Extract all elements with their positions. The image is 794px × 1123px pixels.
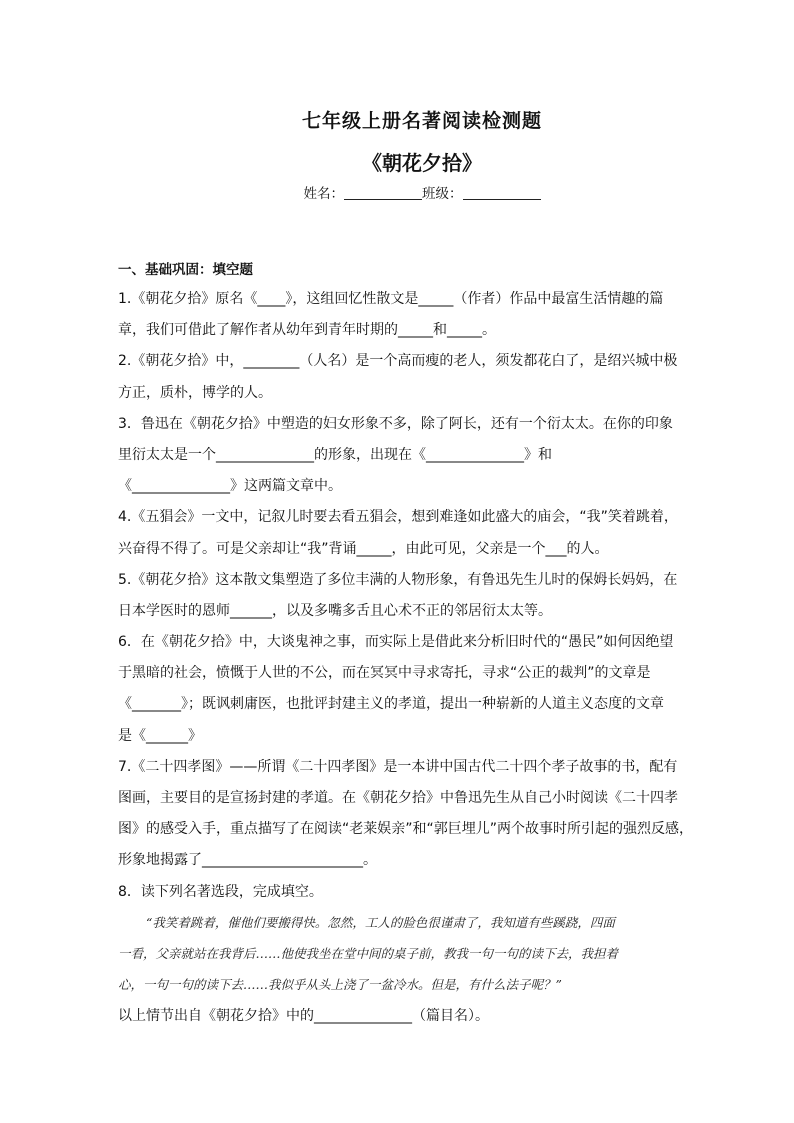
- class-field[interactable]: [463, 185, 541, 200]
- question-6-line-2: 于黑暗的社会，愤慨于人世的不公，而在冥冥中寻求寄托，寻求“公正的裁判”的文章是: [118, 665, 651, 682]
- question-7-line-4: 形象地揭露了_______________________。: [118, 852, 377, 869]
- page-title: 七年级上册名著阅读检测题: [301, 110, 542, 132]
- excerpt-line-3: 心，一句一句的读下去……我似乎从头上浇了一盆冷水。但是，有什么法子呢？”: [118, 977, 562, 993]
- section-heading: 一、基础巩固：填空题: [118, 262, 253, 278]
- question-5-line-1: 5.《朝花夕拾》这本散文集塑造了多位丰满的人物形象，有鲁迅先生儿时的保姆长妈妈，在: [118, 571, 678, 588]
- question-3-line-2: 里衍太太是一个______________的形象，出现在《______________》和: [118, 446, 552, 463]
- book-title: 《朝花夕拾》: [362, 151, 482, 175]
- class-label: 班级：: [422, 186, 463, 202]
- question-6-line-4: 是《______》: [118, 727, 202, 744]
- question-2-line-2: 方正，质朴，博学的人。: [118, 384, 272, 401]
- student-info-row: [0, 182, 794, 202]
- excerpt-line-1: “我笑着跳着，催他们要搬得快。忽然，工人的脸色很谨肃了，我知道有些蹊跷，四面: [146, 914, 615, 930]
- question-list: [118, 290, 694, 1039]
- question-6-line-1: 6．在《朝花夕拾》中，大谈鬼神之事，而实际上是借此来分析旧时代的“愚民”如何因绝望: [118, 634, 674, 651]
- question-8-line-1: 8．读下列名著选段，完成填空。: [118, 883, 323, 900]
- question-4-line-1: 4.《五猖会》一文中，记叙儿时要去看五猖会，想到难逢如此盛大的庙会，“我”笑着跳着，: [118, 509, 678, 526]
- question-3-line-3: 《______________》这两篇文章中。: [118, 478, 342, 495]
- question-7-line-2: 图画，主要目的是宣扬封建的孝道。在《朝花夕拾》中鲁迅先生从自己小时阅读《二十四孝: [118, 790, 678, 806]
- question-8-line-2: 以上情节出自《朝花夕拾》中的______________（篇目名）。: [118, 1008, 489, 1025]
- question-1-line-2: 章，我们可借此了解作者从幼年到青年时期的_____和_____。: [118, 322, 496, 339]
- question-1-line-1: 1.《朝花夕拾》原名《____》，这组回忆性散文是_____（作者）作品中最富生活情趣的篇: [118, 291, 664, 307]
- question-4-line-2: 兴奋得不得了。可是父亲却让“我”背诵_____，由此可见，父亲是一个___的人。: [118, 540, 609, 557]
- excerpt-line-2: 一看，父亲就站在我背后……他使我坐在堂中间的桌子前，教我一句一句的读下去，我担着: [118, 945, 619, 961]
- question-7-line-3: 图》的感受入手，重点描写了在阅读“老莱娱亲”和“郭巨埋儿”两个故事时所引起的强烈反感，: [118, 821, 694, 838]
- question-3-line-1: 3．鲁迅在《朝花夕拾》中塑造的妇女形象不多，除了阿长，还有一个衍太太。在你的印象: [118, 415, 673, 432]
- name-label: 姓名：: [303, 186, 344, 202]
- question-2-line-1: 2.《朝花夕拾》中，________（人名）是一个高而瘦的老人，须发都花白了，是绍兴城中极: [118, 353, 678, 370]
- name-field[interactable]: [344, 185, 422, 200]
- question-5-line-2: 日本学医时的恩师______，以及多嘴多舌且心术不正的邻居衍太太等。: [118, 602, 552, 619]
- question-7-line-1: 7.《二十四孝图》——所谓《二十四孝图》是一本讲中国古代二十四个孝子故事的书，配有: [118, 758, 678, 775]
- question-6-line-3: 《_______》；既讽刺庸医，也批评封建主义的孝道，提出一种崭新的人道主义态度的文章: [118, 696, 664, 713]
